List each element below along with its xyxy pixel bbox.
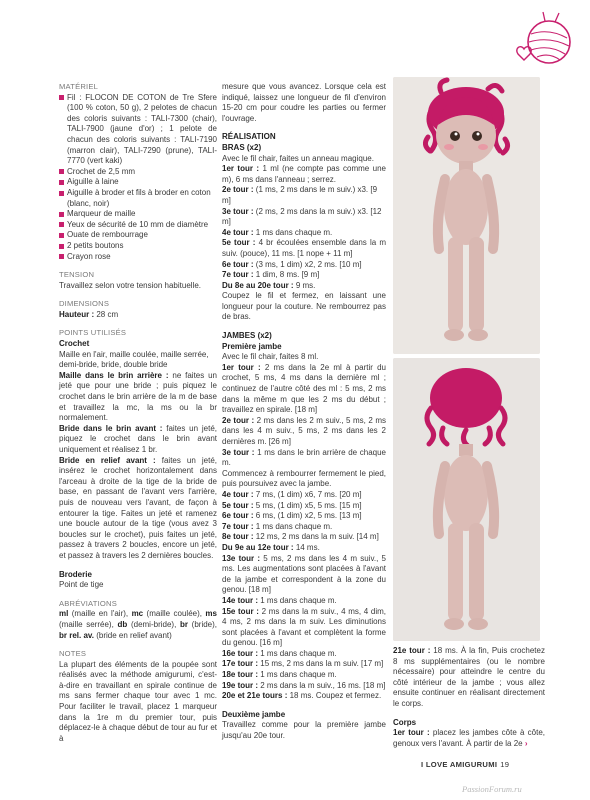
materiel-item: Aiguille à laine: [59, 177, 217, 188]
doll-photo-back: [393, 358, 540, 641]
bras-row: 2e tour : (1 ms, 2 ms dans le m suiv.) x3. [9 m]: [222, 185, 378, 205]
realisation-heading: RÉALISATION: [222, 132, 276, 142]
jambe-row: 19e tour : 2 ms dans la m suiv., 16 ms. [18 m]: [222, 680, 386, 690]
bras-row: Du 8e au 20e tour : 9 ms.: [222, 280, 316, 290]
bras-intro: Avec le fil chair, faites un anneau magique.: [222, 153, 374, 163]
jambe-row: 17e tour : 15 ms, 2 ms dans la m suiv. [17 m]: [222, 659, 384, 669]
broderie-heading: Broderie: [59, 569, 92, 579]
row-21-text: 21e tour : 18 ms. À la fin, Puis crochetez 8 ms supplémentaires (ou le nombre nécessaire) pour atteindre le centre du côté intérieur de la jambe ; vous allez ensuite continuer en réalisant directement le corps.: [393, 646, 545, 708]
materiel-item: 2 petits boutons: [59, 241, 217, 252]
bullet-square-icon: [59, 191, 64, 196]
deuxieme-jambe-text: Travaillez comme pour la première jambe jusqu'au 20e tour.: [222, 720, 386, 741]
jambe-row: 4e tour : 7 ms, (1 dim) x6, 7 ms. [20 m]: [222, 489, 362, 499]
bullet-square-icon: [59, 212, 64, 217]
deuxieme-jambe-heading: Deuxième jambe: [222, 709, 286, 719]
bullet-square-icon: [59, 169, 64, 174]
bride-brin-avant-text: Bride dans le brin avant : faites un jeté, piquez le crochet dans le brin avant uniquement et réalisez 1 br.: [59, 423, 217, 454]
page-footer: [421, 760, 509, 769]
bras-row: 4e tour : 1 ms dans chaque m.: [222, 227, 333, 237]
jambe-row: 6e tour : 6 ms, (1 dim) x2, 5 ms. [13 m]: [222, 511, 362, 521]
jambe-row: 2e tour : 2 ms dans les 2 m suiv., 5 ms, 2 ms dans les 4 m suiv., 5 ms, 2 ms dans les 2 dernières m. [26 m]: [222, 415, 386, 446]
jambe-row: 3e tour : 1 ms dans le brin arrière de chaque m.: [222, 447, 386, 468]
yarn-ball-heart-icon: [515, 10, 575, 72]
jambe-row: 8e tour : 12 ms, 2 ms dans la m suiv. [14 m]: [222, 532, 379, 542]
materiel-item: Crayon rose: [59, 252, 217, 263]
bullet-square-icon: [59, 244, 64, 249]
crochet-heading: Crochet: [59, 339, 90, 349]
tension-heading: TENSION: [59, 270, 95, 280]
materiel-item: Crochet de 2,5 mm: [59, 167, 217, 178]
bras-row: 7e tour : 1 dim, 8 ms. [9 m]: [222, 270, 320, 280]
abreviations-text: ml (maille en l'air), mc (maille coulée), ms (maille serrée), db (demi-bride), br (bride), br rel. av. (bride en relief avant): [59, 609, 218, 640]
intro-continued: mesure que vous avancez. Lorsque cela est indiqué, laissez une longueur de fil d'environ 15-20 cm pour coudre les parties ou fermer l'ouvrage.: [222, 82, 386, 123]
tension-text: Travaillez selon votre tension habituelle.: [59, 280, 202, 290]
bride-relief-text: Bride en relief avant : faites un jeté, insérez le crochet horizontalement dans l'arceau à droite de la tige de la bride de base, en passant de l'avant vers l'arrière, puis de nouveau vers l'avant, de façon à entourer la tige. Faites un jeté et ramenez une boucle autour de la tige (vous avez 3 boucles sur le crochet), puis faites un jeté, passez à travers 2 boucles, encore un jeté, et passez à travers les 2 dernières boucles.: [59, 455, 217, 560]
brin-arriere-text: Maille dans le brin arrière : ne faites un jeté que pour une bride ; puis piquez le crochet dans le brin arrière de la m de base et travaillez la mc, la ms ou la br normalement.: [59, 370, 217, 423]
jambe-row: 1er tour : 2 ms dans la 2e ml à partir du crochet, 5 ms, 4 ms dans la dernière ml ; continuez de l'autre côté des ml : 5 ms, 2 ms dans la même m que les 2 ms du début ; travaillez en spirale. [18 m]: [222, 362, 386, 415]
jambe-row: 15e tour : 2 ms dans la m suiv., 4 ms, 4 dim, 4 ms, 2 ms dans la m suiv. Les diminutions sont placées à l'avant et complètent la forme du genou. [16 m]: [222, 606, 386, 648]
corps-heading: Corps: [393, 717, 417, 727]
bullet-square-icon: [59, 233, 64, 238]
bras-row: 1er tour : 1 ml (ne compte pas comme une m), 6 ms dans l'anneau ; serrez.: [222, 164, 386, 184]
dimensions-text: Hauteur : 28 cm: [59, 309, 119, 319]
jambe-row: 5e tour : 5 ms, (1 dim) x5, 5 ms. [15 m]: [222, 500, 362, 510]
corps-row: 1er tour : placez les jambes côte à côte, genoux vers l'avant. À partir de la 2e ›: [393, 728, 545, 748]
column-middle: [222, 82, 386, 742]
page-number: 19: [500, 760, 510, 769]
jambe-row: 7e tour : 1 ms dans chaque m.: [222, 521, 333, 531]
materiel-item: Yeux de sécurité de 10 mm de diamètre: [59, 220, 217, 231]
rembourrer-text: Commencez à rembourrer fermement le pied, puis poursuivez avec la jambe.: [222, 468, 386, 489]
bras-heading: BRAS (x2): [222, 142, 262, 152]
jambes-heading: JAMBES (x2): [222, 331, 272, 341]
doll-back-illustration: [393, 358, 540, 641]
materiel-item: Marqueur de maille: [59, 209, 217, 220]
materiel-item: Ouate de rembourrage: [59, 230, 217, 241]
materiel-item: Fil : FLOCON DE COTON de Tre Sfere (100 % coton, 50 g), 2 pelotes de chacun des coloris suivants : TALI-7300 (chair), TALI-7900 (jaune d'or) ; 1 pelote de chacun des coloris suivants : TALI-7190 (marron clair), TALI-7290 (prune), TALI-7770 (vert kaki): [59, 93, 217, 167]
jambe-intro: Avec le fil chair, faites 8 ml.: [222, 352, 319, 362]
bullet-square-icon: [59, 180, 64, 185]
crochet-text: Maille en l'air, maille coulée, maille serrée, demi-bride, bride, double bride: [59, 349, 209, 370]
doll-photo-front: [393, 77, 540, 354]
jambe-row: Du 9e au 12e tour : 14 ms.: [222, 542, 320, 552]
column-right: [393, 646, 545, 749]
jambe-row: 16e tour : 1 ms dans chaque m.: [222, 648, 337, 658]
bras-row: 5e tour : 4 br écoulées ensemble dans la m suiv. (pouce), 11 ms. [1 nope + 11 m]: [222, 238, 386, 258]
premiere-jambe-heading: Première jambe: [222, 341, 282, 351]
materiel-heading: MATÉRIEL: [59, 82, 99, 91]
bras-row: 6e tour : (3 ms, 1 dim) x2, 2 ms. [10 m]: [222, 259, 362, 269]
jambe-row: 13e tour : 5 ms, 2 ms dans les 4 m suiv., 5 ms. Les augmentations sont placées à l'avant de la jambe et correspondent à la zone du genou. [18 m]: [222, 553, 386, 595]
bullet-square-icon: [59, 222, 64, 227]
jambe-row: 14e tour : 1 ms dans chaque m.: [222, 595, 337, 605]
bullet-square-icon: [59, 254, 64, 259]
abreviations-heading: ABRÉVIATIONS: [59, 598, 117, 608]
jambe-row: 20e et 21e tours : 18 ms. Coupez et fermez.: [222, 691, 382, 701]
dimensions-heading: DIMENSIONS: [59, 299, 110, 309]
watermark: PassionForum.ru: [462, 784, 522, 794]
bullet-square-icon: [59, 95, 64, 100]
magazine-name: I LOVE AMIGURUMI: [421, 760, 498, 769]
continue-arrow-icon: ›: [524, 738, 528, 748]
column-left: [59, 82, 217, 744]
jambe-row: 18e tour : 1 ms dans chaque m.: [222, 670, 337, 680]
bras-row: 3e tour : (2 ms, 2 ms dans la m suiv.) x3. [12 m]: [222, 206, 382, 227]
notes-heading: NOTES: [59, 649, 87, 659]
broderie-text: Point de tige: [59, 580, 104, 590]
materiel-item: Aiguille à broder et fils à broder en coton (blanc, noir): [59, 188, 217, 209]
doll-front-illustration: [393, 77, 540, 354]
notes-text: La plupart des éléments de la poupée sont réalisés avec la méthode amigurumi, c'est-à-dire en travaillant en spirale continue de ms sans fermer chaque tour avec 1 mc. Pour faciliter le travail, placez 1 marqueur dans la 1re m du premier tour, puis déplacez-le à chaque début de tour au fur et à: [59, 659, 217, 743]
bras-end: Coupez le fil et fermez, en laissant une longueur pour la couture. Ne rembourrez pas de bras.: [222, 291, 386, 322]
points-heading: POINTS UTILISÉS: [59, 328, 127, 338]
